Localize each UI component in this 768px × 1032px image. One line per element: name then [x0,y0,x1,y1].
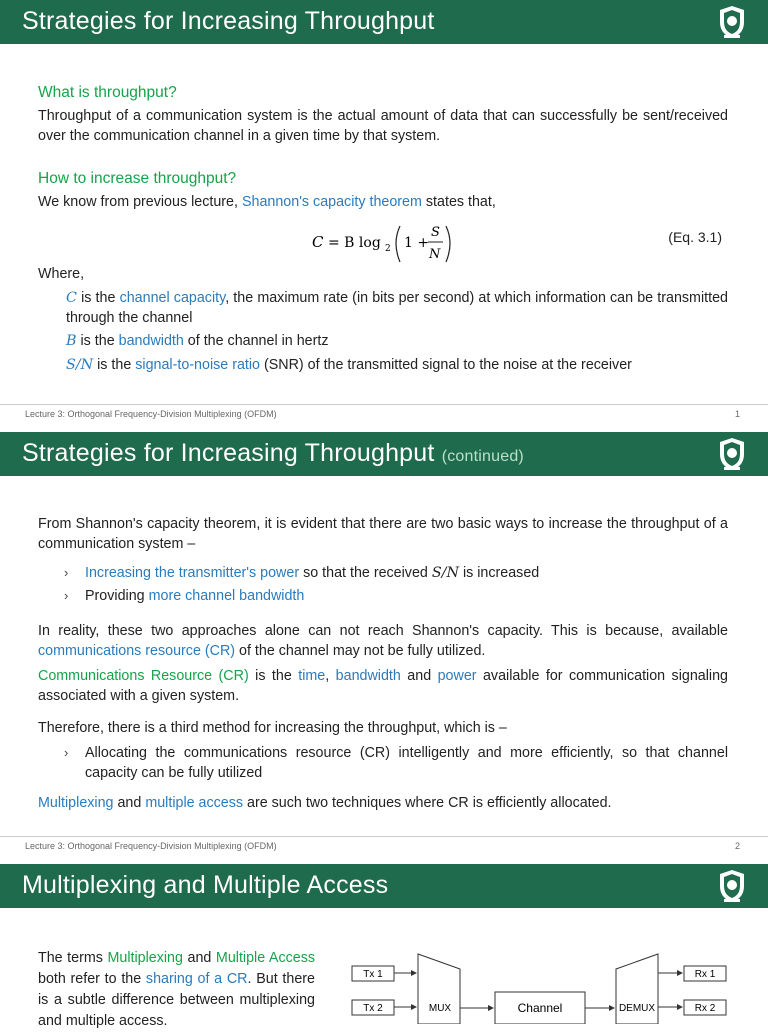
bullet-allocate-cr: Allocating the communications resource (CR) intelligently and more efficiently, so that channel capacity can be fully utilized [85,745,728,781]
bullet-marker: › [64,588,69,603]
tx1-label: Tx 1 [363,969,383,980]
mux-label: MUX [428,1003,452,1014]
bullet-bandwidth: Providing more channel bandwidth [85,588,305,604]
slide-title: Strategies for Increasing Throughput [22,7,435,35]
throughput-definition: Throughput of a communication system is the actual amount of data that can successfully be sent/received over the communication channel in a given time by that system. [38,108,728,144]
question-what-is-throughput: What is throughput? [38,84,177,101]
eq-one: 1 + [404,235,430,251]
university-crest-icon [718,436,746,472]
bullet-marker: › [64,745,69,760]
definition-b: B is the bandwidth of the channel in hertz [66,333,329,349]
slide-header [0,432,768,476]
shannon-consequence: From Shannon's capacity theorem, it is evident that there are two basic ways to increase the throughput of a communication system – [38,516,728,552]
eq-num: S [431,225,440,240]
shannon-link[interactable]: Shannon's capacity theorem [241,194,422,210]
reality-paragraph: In reality, these two approaches alone can not reach Shannon's capacity. This is because, available communications resource (CR) of the channel may not be fully utilized. [38,623,728,659]
third-method: Therefore, there is a third method for increasing the throughput, which is – [38,720,507,736]
eq-mid: = B log [328,235,381,251]
slide-1 [0,0,768,430]
page-number: 2 [734,841,740,851]
footer-lecture: Lecture 3: Orthogonal Frequency-Division Multiplexing (OFDM) [25,409,277,419]
equation-number: (Eq. 3.1) [668,229,722,245]
channel-label: Channel [517,1001,563,1015]
cr-definition: Communications Resource (CR) is the time, bandwidth and power available for communication signaling associated with a given system. [38,668,728,704]
slide-header [0,864,768,908]
where-label: Where, [38,266,85,282]
university-crest-icon [718,868,746,904]
footer-divider [0,404,768,405]
shannon-intro: We know from previous lecture, Shannon's capacity theorem states that, [38,194,496,210]
title-continued: (continued) [441,448,524,465]
definition-sn: S/N is the signal-to-noise ratio (SNR) of the transmitted signal to the noise at the receiver [66,357,632,373]
footer-divider [0,836,768,837]
mux-diagram [340,944,740,1024]
mux-ma-paragraph: Multiplexing and multiple access are such two techniques where CR is efficiently allocated. [38,795,612,811]
tx2-label: Tx 2 [363,1003,383,1014]
equation-graphic [312,218,472,268]
footer-lecture: Lecture 3: Orthogonal Frequency-Division Multiplexing (OFDM) [25,841,277,851]
university-crest-icon [718,4,746,40]
eq-sub: 2 [385,244,391,254]
question-how-to-increase: How to increase throughput? [38,170,237,187]
bullet-transmitter-power: Increasing the transmitter's power so that the received S/N is increased [85,565,540,581]
demux-label: DEMUX [618,1003,656,1014]
slide-title: Strategies for Increasing Throughput (continued) [22,439,524,467]
definition-c: C is the channel capacity, the maximum rate (in bits per second) at which information can be transmitted through the channel [66,290,728,326]
slide-2 [0,432,768,862]
slide-title: Multiplexing and Multiple Access [22,871,389,899]
slide-3 [0,864,768,1029]
mux-ma-intro: The terms Multiplexing and Multiple Access both refer to the sharing of a CR. But there is a subtle difference between multiplexing and multiple access. [38,950,316,1029]
eq-lhs: C [312,233,324,251]
rx1-label: Rx 1 [694,969,716,980]
eq-den: N [429,247,441,262]
bullet-marker: › [64,565,69,580]
rx2-label: Rx 2 [694,1003,716,1014]
slide-header [0,0,768,44]
page-number: 1 [734,409,740,419]
